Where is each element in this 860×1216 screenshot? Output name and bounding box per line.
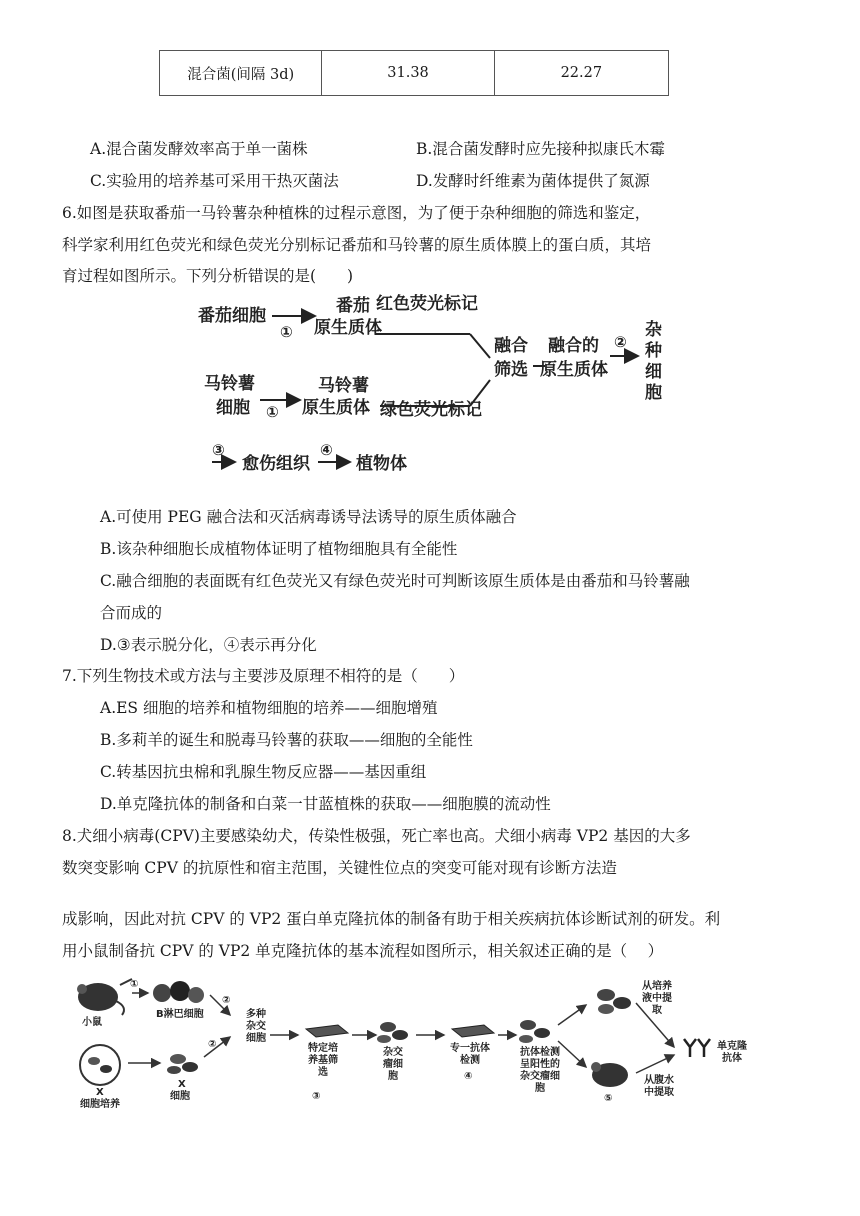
potato-cell-label-2: 细胞 — [216, 398, 250, 418]
q6-option-c-line-2: 合而成的 — [100, 604, 163, 622]
step-4-marker: ④ — [464, 1071, 473, 1082]
x-culture-label-1: X — [96, 1087, 104, 1098]
q6-option-b: B.该杂种细胞长成植物体证明了植物细胞具有全能性 — [100, 540, 458, 558]
step-1-marker: ① — [130, 979, 139, 990]
q6-option-d: D.③表示脱分化，④表示再分化 — [100, 636, 317, 654]
step-2-marker: ② — [614, 333, 627, 351]
culture-plate-icon — [306, 1025, 348, 1037]
fused-protoplast-label-2: 原生质体 — [540, 360, 608, 380]
q8-stem-line-1: 8.犬细小病毒(CPV)主要感染幼犬，传染性极强，死亡率也高。犬细小病毒 VP2 基因的大多 — [62, 827, 691, 845]
step-2a-marker: ② — [222, 995, 231, 1006]
step-2b-marker: ② — [208, 1039, 217, 1050]
hybridoma-cell-icon — [377, 1022, 408, 1043]
potato-protoplast-label-2: 原生质体 — [302, 398, 370, 418]
from-ascites-label: 从腹水中提取 — [644, 1075, 674, 1098]
red-fluorescence-label: 红色荧光标记 — [376, 294, 478, 314]
q5-option-a: A.混合菌发酵效率高于单一菌株 — [90, 140, 308, 158]
potato-protoplast-label-1: 马铃薯 — [318, 376, 369, 396]
multi-hybrid-label: 多种杂交细胞 — [246, 1009, 266, 1044]
positive-hybridoma-label: 抗体检测呈阳性的杂交瘤细胞 — [520, 1047, 560, 1094]
mouse-label: 小鼠 — [82, 1017, 102, 1028]
step-3-marker: ③ — [312, 1091, 321, 1102]
hybrid-cell-label: 杂种细胞 — [645, 320, 662, 403]
q7-option-a: A.ES 细胞的培养和植物细胞的培养——细胞增殖 — [100, 699, 438, 717]
data-table-row — [159, 50, 669, 96]
antibody-icon — [684, 1039, 710, 1057]
fused-protoplast-label-1: 融合的 — [548, 336, 599, 356]
tomato-protoplast-label-1: 番茄 — [336, 296, 370, 316]
table-cell-value-2: 22.27 — [560, 65, 603, 81]
table-cell-value-1: 31.38 — [322, 51, 494, 95]
ascites-mouse-icon — [591, 1062, 628, 1087]
q5-option-b: B.混合菌发酵时应先接种拟康氏木霉 — [416, 140, 665, 158]
monoclonal-antibody-flow-diagram — [70, 975, 790, 1115]
q8-stem-line-4: 用小鼠制备抗 CPV 的 VP2 单克隆抗体的基本流程如图所示，相关叙述正确的是（ ） — [62, 942, 664, 960]
table-cell-label: 混合菌(间隔 3d) — [160, 51, 322, 95]
fusion-label-1: 融合 — [494, 336, 528, 356]
protoplast-fusion-diagram — [190, 290, 680, 490]
tomato-cell-label: 番茄细胞 — [198, 306, 266, 326]
q7-option-d: D.单克隆抗体的制备和白菜一甘蓝植株的获取——细胞膜的流动性 — [100, 795, 551, 813]
culture-cells-icon — [597, 989, 631, 1014]
x-cell-culture-icon — [80, 1045, 120, 1085]
from-culture-label: 从培养液中提取 — [642, 981, 672, 1016]
b-cell-label: B淋巴细胞 — [156, 1009, 204, 1020]
hybridoma-label: 杂交瘤细胞 — [383, 1047, 403, 1082]
callus-label: 愈伤组织 — [242, 454, 310, 474]
step-5-marker: ⑤ — [604, 1093, 613, 1104]
green-fluorescence-label: 绿色荧光标记 — [380, 400, 482, 420]
q6-stem-line-2: 科学家利用红色荧光和绿色荧光分别标记番茄和马铃薯的原生质体膜上的蛋白质，其培 — [62, 236, 652, 254]
step-1-marker: ① — [280, 323, 293, 341]
x-cell-label-1: X — [178, 1079, 186, 1090]
q7-option-b: B.多莉羊的诞生和脱毒马铃薯的获取——细胞的全能性 — [100, 731, 473, 749]
b-cell-icon — [153, 981, 204, 1003]
q7-option-c: C.转基因抗虫棉和乳腺生物反应器——基因重组 — [100, 763, 427, 781]
step-4-marker: ④ — [320, 441, 333, 459]
q8-stem-line-2: 数突变影响 CPV 的抗原性和宿主范围，关键性位点的突变可能对现有诊断方法造 — [62, 859, 617, 877]
q5-option-c: C.实验用的培养基可采用干热灭菌法 — [90, 172, 339, 190]
x-cell-icon — [167, 1054, 198, 1074]
q6-stem-line-1: 6.如图是获取番茄一马铃薯杂种植株的过程示意图，为了便于杂种细胞的筛选和鉴定， — [62, 204, 651, 222]
plant-label: 植物体 — [356, 454, 407, 474]
positive-hybridoma-icon — [519, 1020, 550, 1043]
test-plate-icon — [452, 1025, 494, 1037]
q6-stem-line-3: 育过程如图所示。下列分析错误的是( ) — [62, 267, 354, 285]
q6-option-c-line-1: C.融合细胞的表面既有红色荧光又有绿色荧光时可判断该原生质体是由番茄和马铃薯融 — [100, 572, 690, 590]
fusion-label-2: 筛选 — [494, 360, 528, 380]
mouse-icon — [77, 983, 124, 1015]
potato-cell-label-1: 马铃薯 — [204, 374, 255, 394]
tomato-protoplast-label-2: 原生质体 — [314, 318, 382, 338]
step-3-marker: ③ — [212, 441, 225, 459]
step-1b-marker: ① — [266, 403, 279, 421]
q8-stem-line-3: 成影响，因此对抗 CPV 的 VP2 蛋白单克隆抗体的制备有助于相关疾病抗体诊断试剂的研发。利 — [62, 910, 721, 928]
antibody-test-label: 专一抗体检测 — [450, 1043, 490, 1066]
q7-stem: 7.下列生物技术或方法与主要涉及原理不相符的是（ ） — [62, 667, 465, 685]
q5-option-d: D.发酵时纤维素为菌体提供了氮源 — [416, 172, 650, 190]
monoclonal-antibody-label: 单克隆抗体 — [717, 1041, 747, 1064]
x-cell-label-2: 细胞 — [170, 1091, 190, 1102]
q6-option-a: A.可使用 PEG 融合法和灭活病毒诱导法诱导的原生质体融合 — [100, 508, 517, 526]
selective-medium-label: 特定培养基筛选 — [308, 1043, 338, 1078]
x-culture-label-2: 细胞培养 — [80, 1099, 120, 1110]
